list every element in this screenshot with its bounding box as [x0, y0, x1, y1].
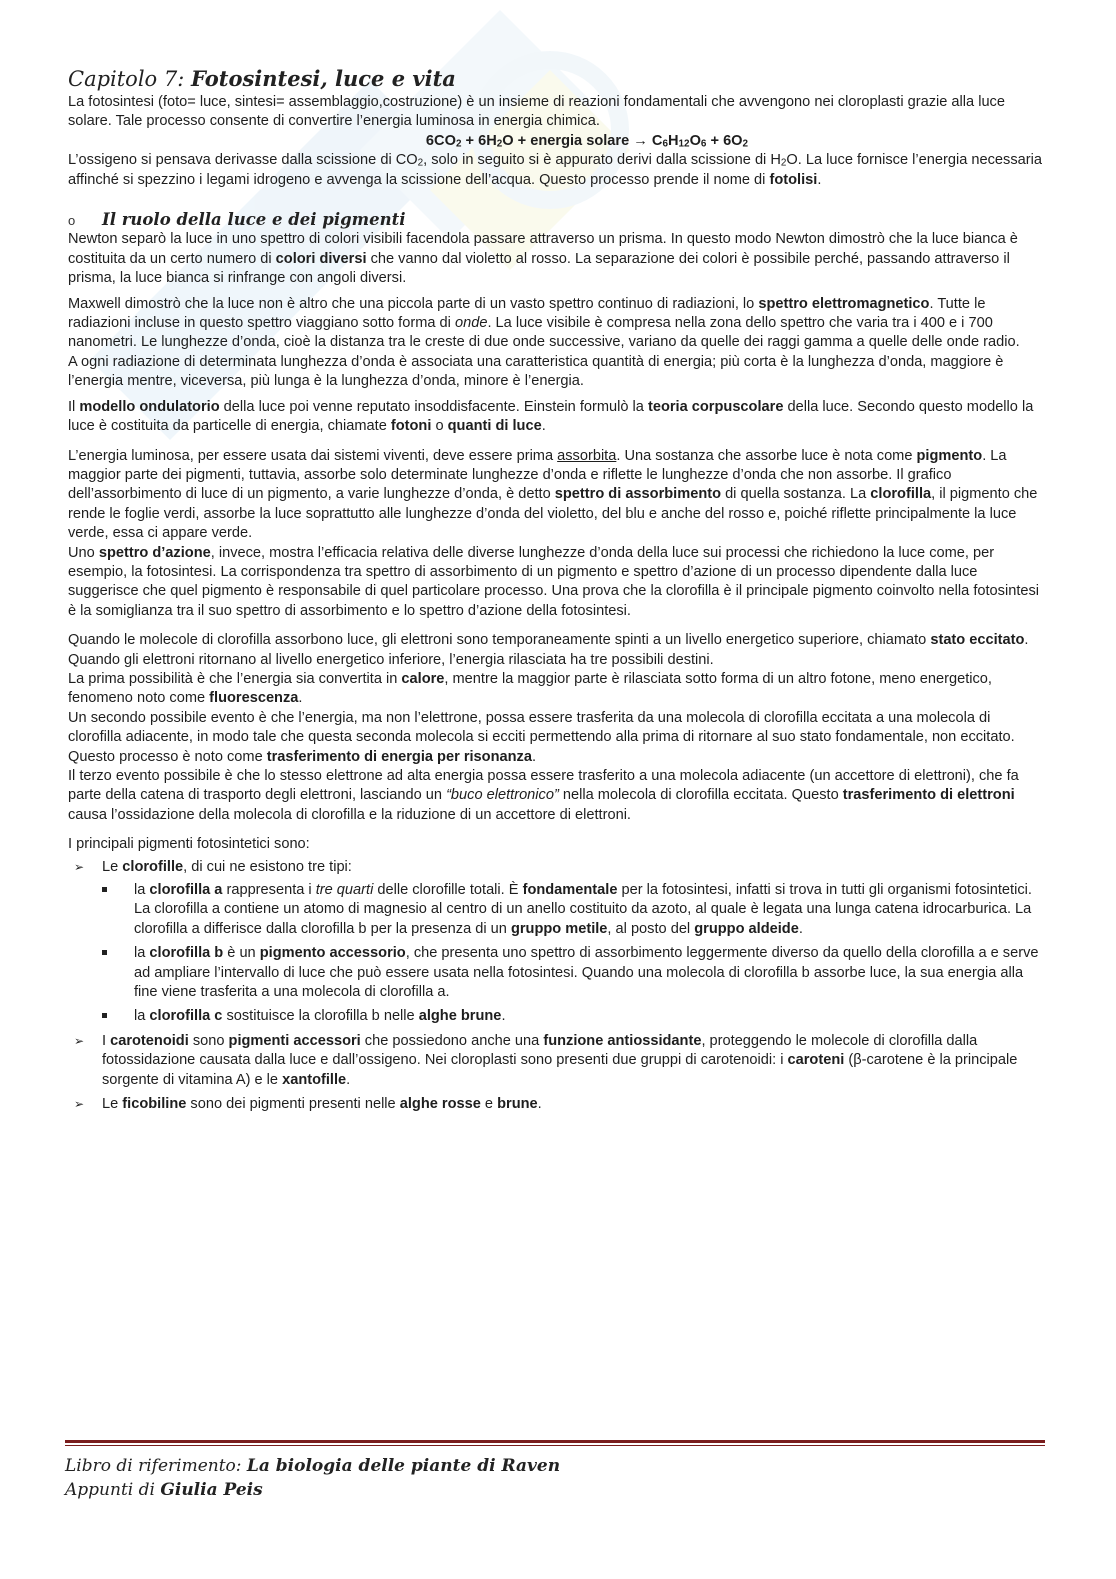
- subscript: 12: [678, 138, 690, 150]
- footer-rule-thick: [65, 1440, 1045, 1443]
- subscript: 6: [662, 138, 668, 150]
- text-run: è un: [223, 945, 260, 962]
- text-run: Quando le molecole di clorofilla assorbono luce, gli elettroni sono temporaneamente spinti a un livello energetico superiore, chiamato: [68, 632, 931, 649]
- text-run: causa l’ossidazione della molecola di clorofilla e la riduzione di un accettore di elettroni.: [68, 806, 631, 823]
- sub-list-item-text: [134, 945, 1038, 1000]
- sub-list-item: [102, 1007, 1046, 1026]
- paragraph: [68, 835, 1046, 854]
- list-item: [68, 1032, 1046, 1090]
- chapter-prefix: Capitolo 7:: [68, 67, 191, 91]
- intro-text: [68, 93, 1046, 132]
- emphasis-term: teoria corpuscolare: [647, 398, 784, 415]
- text-run: delle clorofille totali. È: [373, 882, 523, 899]
- emphasis-term: xantofille: [282, 1071, 347, 1088]
- text-run: + 6H: [461, 132, 497, 149]
- sub-list-item: [102, 881, 1046, 939]
- text-run: che possiedono anche una: [360, 1032, 544, 1049]
- paragraph: [68, 447, 1046, 544]
- emphasis-term: gruppo metile: [510, 920, 608, 937]
- footer-rule-thin: [65, 1445, 1045, 1446]
- text-run: la: [134, 882, 150, 899]
- list-item: [68, 858, 1046, 1027]
- page-content: [68, 66, 1046, 1120]
- emphasis-term: clorofilla c: [149, 1008, 223, 1025]
- intro-text-continued: [68, 151, 1046, 190]
- emphasis-term: alghe brune: [418, 1008, 502, 1025]
- text-run: .: [537, 1096, 542, 1113]
- sub-list: [102, 881, 1046, 1027]
- text-run: .: [531, 748, 537, 765]
- text-run: I: [102, 1032, 111, 1049]
- text-run: sono: [188, 1032, 229, 1049]
- text-run: H: [667, 132, 679, 149]
- emphasis-term: quanti di luce: [447, 418, 542, 435]
- text-run: , che presenta uno spettro di assorbimento leggermente diverso da quello della clorofilla a e serve ad ampliare l’intervallo di luce che può essere usata nella fotosintesi. Quando una molecola di clorofilla b assorbe luce, la sua energia alla fine viene trasferita a una molecola di clorofilla a.: [134, 945, 1039, 1001]
- emphasis-term: caroteni: [787, 1052, 845, 1069]
- square-bullet-icon: [102, 1013, 107, 1018]
- pigment-list: [68, 858, 1046, 1115]
- emphasis-term: funzione antiossidante: [543, 1032, 702, 1049]
- text-run: .: [501, 1008, 506, 1025]
- footer-reference-book: [65, 1454, 1045, 1478]
- text-run: 6CO: [425, 132, 456, 149]
- text-run: La fotosintesi (foto= luce, sintesi= assemblaggio,costruzione) è un insieme di reazioni fondamentali che avvengono nei cloroplasti grazie alla luce solare. Tale processo consente di convertire l’energia luminosa in energia chimica.: [68, 94, 1005, 130]
- text-run: della luce poi venne reputato insoddisfacente. Einstein formulò la: [219, 398, 648, 415]
- emphasis-term: spettro di assorbimento: [554, 486, 722, 503]
- subscript: 2: [742, 138, 749, 150]
- text-run: .: [798, 920, 803, 937]
- footer-reference-title: La biologia delle piante di Raven: [246, 1456, 561, 1476]
- text-run: , il pigmento che rende le foglie verdi, assorbe la luce soprattutto alle lunghezze d’onda del violetto, del blu e anche del rosso e, poiché riflette principalmente la luce verde, essa ci appare verde.: [68, 486, 1038, 542]
- emphasis-term: clorofilla: [870, 486, 932, 503]
- footer-reference-label: Libro di riferimento:: [65, 1456, 247, 1476]
- emphasis-term: alghe rosse: [399, 1096, 481, 1113]
- subscript: 2: [455, 138, 462, 150]
- page-footer: [65, 1440, 1045, 1502]
- square-bullet-icon: [102, 887, 107, 892]
- text-run: , solo in seguito si è appurato derivi dalla scissione di H: [423, 152, 781, 169]
- arrow-bullet-icon: ➢: [74, 859, 85, 874]
- text-run: . La luce visibile è compresa nella zona dello spettro che varia tra i 400 e i 700 nanometri. Le lunghezze d’onda, cioè la distanza tra le creste di due onde successive, variano da quelle dei raggi gamma a quelle delle onde radio.: [68, 315, 1020, 351]
- text-run: .: [817, 171, 822, 188]
- footer-author-name: Giulia Peis: [160, 1480, 263, 1500]
- sub-list-item-text: [134, 1008, 506, 1024]
- emphasis-term: fotolisi: [769, 171, 818, 188]
- sub-list-item-text: [134, 882, 1032, 937]
- paragraph: [68, 93, 1046, 132]
- text-run: L’ossigeno si pensava derivasse dalla scissione di CO: [68, 152, 418, 169]
- text-run: rappresenta i: [222, 882, 316, 899]
- paragraph: [68, 151, 1046, 190]
- photosynthesis-equation: [68, 132, 1046, 151]
- emphasis-term: clorofilla a: [149, 882, 223, 899]
- text-run: . Tutte le radiazioni incluse in questo spettro viaggiano sotto forma di: [68, 295, 986, 332]
- emphasis-term: trasferimento di energia per risonanza: [266, 748, 532, 765]
- emphasis-term: brune: [497, 1096, 538, 1113]
- text-run: tre quarti: [315, 882, 374, 899]
- list-item-text: [102, 1033, 1017, 1088]
- emphasis-term: pigmenti accessori: [228, 1032, 361, 1049]
- text-run: (β-carotene è la principale sorgente di vitamina A) e le: [102, 1052, 1018, 1088]
- text-run: O: [689, 132, 701, 149]
- section-body: [68, 230, 1046, 854]
- text-run: Le: [102, 858, 123, 875]
- emphasis-term: carotenoidi: [110, 1032, 189, 1049]
- list-item-text: [102, 859, 352, 875]
- text-run: .: [541, 418, 546, 435]
- emphasis-term: trasferimento di elettroni: [842, 787, 1015, 804]
- chapter-title: [68, 66, 1046, 92]
- text-run: che vanno dal violetto al rosso. La separazione dei colori è possibile perché, passando attraverso il prisma, la luce bianca si rinfrange con angoli diversi.: [68, 250, 1010, 287]
- paragraph: [68, 230, 1046, 288]
- emphasis-term: fluorescenza: [209, 690, 299, 707]
- text-run: , proteggendo le molecole di clorofilla dalla fotossidazione causata dalla luce e dall’ossigeno. Nei cloroplasti sono presenti due gruppi di carotenoidi: i: [102, 1032, 978, 1069]
- arrow-bullet-icon: ➢: [74, 1097, 85, 1112]
- text-run: . Quando gli elettroni ritornano al livello energetico inferiore, l’energia rilasciata ha tre possibili destini.: [68, 632, 1029, 668]
- emphasis-term: stato eccitato: [930, 632, 1025, 649]
- text-run: A ogni radiazione di determinata lunghezza d’onda è associata una caratteristica quantità di energia; più corta è la lunghezza d’onda, maggiore è l’energia mentre, viceversa, più lunga è la lunghezza d’onda, minore è l’energia.: [68, 353, 1004, 390]
- emphasis-term: ficobiline: [122, 1096, 187, 1113]
- text-run: di quella sostanza. La: [721, 486, 871, 503]
- text-run: La prima possibilità è che l’energia sia convertita in: [68, 670, 402, 687]
- text-run: Maxwell dimostrò che la luce non è altro che una piccola parte di un vasto spettro continuo di radiazioni, lo: [68, 295, 759, 312]
- text-run: I principali pigmenti fotosintetici sono:: [68, 836, 310, 853]
- text-run: Newton separò la luce in uno spettro di colori visibili facendola passare attraverso un prisma. In questo modo Newton dimostrò che la luce bianca è costituita da un certo numero di: [68, 231, 1018, 267]
- emphasis-term: spettro elettromagnetico: [758, 295, 930, 312]
- paragraph: [68, 767, 1046, 825]
- text-run: per la fotosintesi, infatti si trova in tutti gli organismi fotosintetici. La clorofilla a contiene un atomo di magnesio al centro di un anello costituito da azoto, al quale è legata una lunga catena idrocarburica. La clorofilla a differisce dalla clorofilla b per la presenza di un: [134, 882, 1032, 937]
- emphasis-term: pigmento: [916, 447, 983, 464]
- text-run: la: [134, 1008, 150, 1025]
- subscript: 6: [700, 138, 707, 150]
- text-run: .: [346, 1071, 351, 1088]
- emphasis-term: pigmento accessorio: [259, 945, 406, 962]
- paragraph: [68, 709, 1046, 767]
- subscript: 2: [780, 157, 787, 169]
- text-run: , al posto del: [607, 920, 695, 937]
- text-run: sostituisce la clorofilla b nelle: [222, 1008, 419, 1025]
- subscript: 2: [496, 138, 503, 150]
- subscript: 2: [417, 157, 424, 169]
- list-item: [68, 1095, 1046, 1114]
- emphasis-term: clorofilla b: [149, 945, 224, 962]
- text-run: Le: [102, 1096, 123, 1113]
- section-bullet: o: [68, 213, 76, 229]
- section-title: Il ruolo della luce e dei pigmenti: [102, 210, 406, 230]
- arrow-bullet-icon: ➢: [74, 1033, 85, 1048]
- text-run: .: [298, 690, 303, 707]
- text-run: della luce. Secondo questo modello la luce è costituita da particelle di energia, chiamate: [68, 398, 1034, 435]
- text-run: + 6O: [706, 132, 743, 149]
- text-run: assorbita: [557, 447, 617, 464]
- text-run: onde: [454, 315, 488, 332]
- sub-list-item: [102, 944, 1046, 1002]
- text-run: la: [134, 945, 150, 962]
- emphasis-term: gruppo aldeide: [694, 920, 799, 937]
- text-run: . Una sostanza che assorbe luce è nota come: [616, 447, 917, 464]
- emphasis-term: colori diversi: [275, 250, 367, 267]
- text-run: o: [431, 418, 448, 435]
- section-heading: [68, 210, 1046, 230]
- emphasis-term: clorofille: [122, 858, 184, 875]
- text-run: Un secondo possibile evento è che l’energia, ma non l’elettrone, possa essere trasferita da una molecola di clorofilla eccitata a una molecola di clorofilla adiacente, in modo tale che questa seconda molecola si ecciti permettendo alla prima di ritornare al suo stato fondamentale, non eccitato. Questo processo è noto come: [68, 709, 1015, 765]
- emphasis-term: fondamentale: [522, 882, 618, 899]
- text-run: . La maggior parte dei pigmenti, tuttavia, assorbe solo determinate lunghezze d’onda e riflette le lunghezze d’onda che non assorbe. Il grafico dell’assorbimento di luce di un pigmento, a varie lunghezze d’onda, è detto: [68, 447, 1007, 503]
- list-item-text: [102, 1096, 542, 1112]
- footer-author-label: Appunti di: [65, 1480, 161, 1500]
- text-run: Uno: [68, 544, 99, 561]
- text-run: Il: [68, 398, 80, 415]
- emphasis-term: fotoni: [390, 418, 432, 435]
- emphasis-term: modello ondulatorio: [79, 398, 220, 415]
- text-run: , di cui ne esistono tre tipi:: [183, 858, 352, 875]
- text-run: Il terzo evento possibile è che lo stesso elettrone ad alta energia possa essere trasferito a una molecola adiacente (un accettore di elettroni), che fa parte della catena di trasporto degli elettroni, lasciando un: [68, 768, 1019, 804]
- text-run: O + energia solare → C: [502, 132, 663, 149]
- text-run: nella molecola di clorofilla eccitata. Questo: [558, 787, 843, 804]
- text-run: “buco elettronico”: [446, 787, 559, 804]
- paragraph: [68, 670, 1046, 709]
- footer-author: [65, 1478, 1045, 1502]
- paragraph: [68, 544, 1046, 622]
- text-run: O. La luce fornisce l’energia necessaria affinché si spezzino i legami idrogeno e avvenga la scissione dell’acqua. Questo processo prende il nome di: [68, 152, 1042, 188]
- square-bullet-icon: [102, 950, 107, 955]
- text-run: L’energia luminosa, per essere usata dai sistemi viventi, deve essere prima: [68, 447, 558, 464]
- paragraph: [68, 353, 1046, 392]
- paragraph: [68, 295, 1046, 353]
- text-run: sono dei pigmenti presenti nelle: [186, 1096, 400, 1113]
- emphasis-term: calore: [401, 670, 445, 687]
- paragraph: [68, 398, 1046, 437]
- text-run: , mentre la maggior parte è rilasciata sotto forma di un altro fotone, meno energetico, fenomeno noto come: [68, 670, 992, 707]
- chapter-name: Fotosintesi, luce e vita: [190, 66, 456, 91]
- emphasis-term: spettro d’azione: [98, 544, 211, 561]
- text-run: e: [480, 1096, 498, 1113]
- paragraph: [68, 631, 1046, 670]
- text-run: , invece, mostra l’efficacia relativa delle diverse lunghezze d’onda della luce sui processi che richiedono la luce come, per esempio, la fotosintesi. La corrispondenza tra spettro di assorbimento di un pigmento e spettro d’azione di un processo dipendente dalla luce suggerisce che quel pigmento è responsabile di quel particolare processo. Una prova che la clorofilla è il principale pigmento coinvolto nella fotosintesi è la somiglianza tra il suo spettro di assorbimento e lo spettro d’azione della fotosintesi.: [68, 544, 1040, 619]
